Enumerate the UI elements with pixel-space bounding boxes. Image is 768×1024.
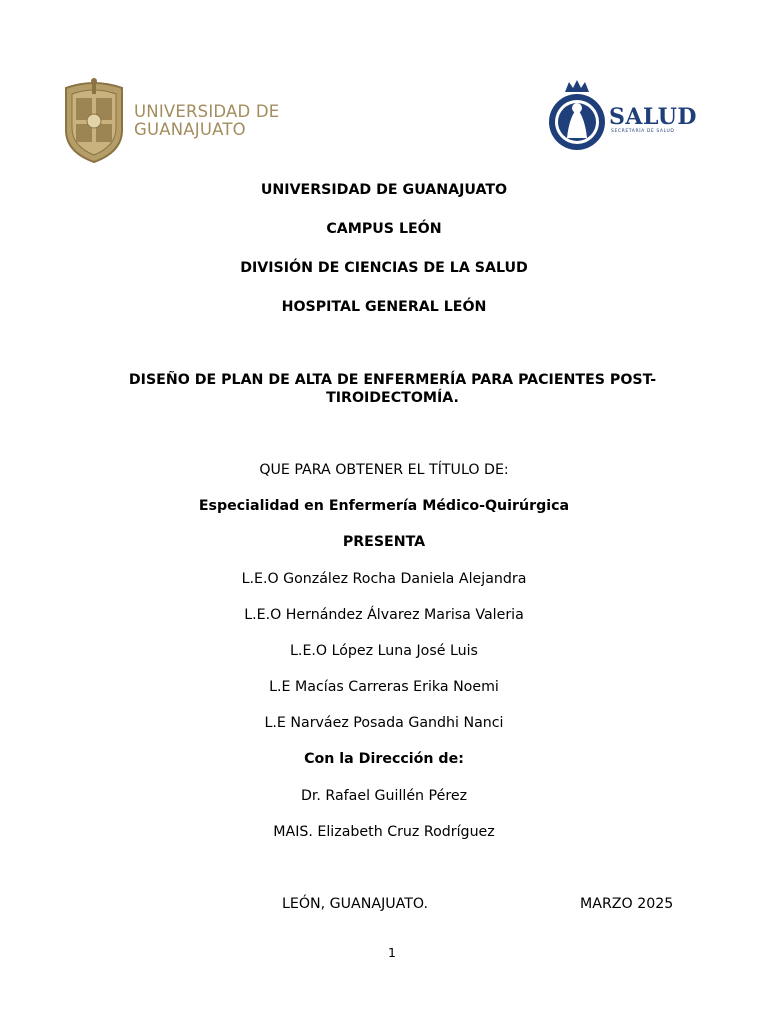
header-university: UNIVERSIDAD DE GUANAJUATO	[260, 182, 508, 198]
author-1: L.E.O González Rocha Daniela Alejandra	[241, 571, 527, 587]
director-1: Dr. Rafael Guillén Pérez	[300, 788, 468, 804]
presents-label: PRESENTA	[342, 534, 426, 550]
salud-logo	[545, 78, 710, 152]
thesis-title: DISEÑO DE PLAN DE ALTA DE ENFERMERÍA PARA PACIENTES POST-TIROIDECTOMÍA.	[128, 372, 657, 406]
author-2: L.E.O Hernández Álvarez Marisa Valeria	[244, 607, 524, 623]
university-logo-line2: GUANAJUATO	[134, 120, 246, 139]
salud-emblem-icon	[545, 78, 609, 152]
header-campus: CAMPUS LEÓN	[326, 221, 442, 237]
footer-date: MARZO 2025	[580, 896, 674, 912]
header-hospital: HOSPITAL GENERAL LEÓN	[281, 299, 487, 315]
author-5: L.E Narváez Posada Gandhi Nanci	[264, 715, 504, 731]
author-3: L.E.O López Luna José Luis	[290, 643, 478, 659]
director-2: MAIS. Elizabeth Cruz Rodríguez	[273, 824, 495, 840]
university-logo	[60, 78, 280, 164]
salud-logo-word: SALUD	[609, 104, 697, 130]
direction-label: Con la Dirección de:	[304, 751, 464, 767]
author-4: L.E Macías Carreras Erika Noemi	[269, 679, 499, 695]
salud-logo-subtitle: SECRETARÍA DE SALUD	[611, 129, 675, 134]
header-division: DIVISIÓN DE CIENCIAS DE LA SALUD	[240, 260, 528, 276]
obtain-label: QUE PARA OBTENER EL TÍTULO DE:	[259, 462, 509, 478]
footer-place: LEÓN, GUANAJUATO.	[282, 896, 429, 912]
degree-name: Especialidad en Enfermería Médico-Quirúrgica	[198, 498, 570, 514]
university-logo-line1: UNIVERSIDAD DE	[134, 102, 280, 121]
university-shield-icon	[60, 78, 128, 164]
page-number: 1	[388, 945, 396, 960]
